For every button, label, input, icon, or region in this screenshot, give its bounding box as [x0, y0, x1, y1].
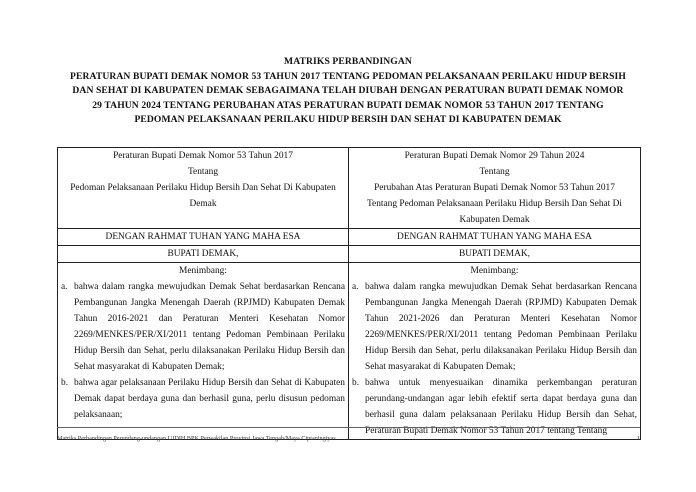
item-letter: a. — [352, 282, 359, 292]
comparison-matrix-table — [57, 147, 641, 440]
right-menimbang-cell — [349, 263, 641, 440]
document-subtitle-line-2: DAN SEHAT DI KABUPATEN DEMAK SEBAGAIMANA TELAH DIUBAH DENGAN PERATURAN BUPATI DEMAK NOMOR — [72, 85, 624, 97]
left-tentang-label: Tentang — [187, 167, 219, 177]
table-row — [58, 229, 641, 246]
table-row — [58, 246, 641, 263]
right-subject-line-1: Perubahan Atas Peraturan Bupati Demak Nomor 53 Tahun 2017 — [374, 183, 615, 193]
document-subtitle-line-4: PEDOMAN PELAKSANAAN PERILAKU HIDUP BERSIH DAN SEHAT DI KABUPATEN DEMAK — [134, 114, 562, 126]
item-text: bahwa dalam rangka mewujudkan Demak Sehat berdasarkan Rencana Pembangunan Jangka Menengah Daerah (RPJMD) Kabupaten Demak Tahun 2016-2021 dan Peraturan Menteri Kesehatan Nomor 2269/MENKES/PER/XI/2011 tentang Pedoman Pembinaan Perilaku Hidup Bersih dan Sehat, perlu dilaksanakan Perilaku Hidup Bersih dan Sehat masyarakat di Kabupaten Demak; — [74, 282, 345, 372]
item-text: bahwa untuk menyesuaikan dinamika perkembangan peraturan perundang-undangan agar lebih efektif serta dapat berdaya guna dan berhasil guna dalam pelaksanaan Perilaku Hidup Bersih dan Sehat, Peraturan Bupati Demak Nomor 53 Tahun 2017 tentang Tentang — [365, 378, 637, 436]
page-number: 1 — [636, 435, 640, 442]
left-bupati-cell: BUPATI DEMAK, — [58, 246, 349, 263]
footer-text: Matriks Perbandingan Perundang-undangan UJDIH BPK Perwakilan Provinsi Jawa Tengah/Maya Ciptaningtyas — [57, 435, 336, 442]
right-tentang-label: Tentang — [479, 167, 510, 177]
left-menimbang-label: Menimbang: — [179, 266, 227, 276]
list-item — [352, 375, 637, 439]
right-regulation-title-cell — [349, 148, 641, 229]
list-item — [61, 375, 345, 423]
page-footer — [57, 435, 640, 442]
left-regulation-title: Peraturan Bupati Demak Nomor 53 Tahun 2017 — [113, 151, 293, 161]
right-rahmat-cell: DENGAN RAHMAT TUHAN YANG MAHA ESA — [349, 229, 641, 246]
document-title: MATRIKS PERBANDINGAN — [284, 56, 412, 67]
right-menimbang-label: Menimbang: — [470, 266, 519, 276]
list-item — [61, 279, 345, 375]
table-row — [58, 148, 641, 229]
item-text: bahwa dalam rangka mewujudkan Demak Sehat berdasarkan Rencana Pembangunan Jangka Menengah Daerah (RPJMD) Kabupaten Demak Tahun 2021-2026 dan Peraturan Menteri Kesehatan Nomor 2269/MENKES/PER/XI/2011 tentang Pedoman Pembinaan Perilaku Hidup Bersih dan Sehat, perlu dilaksanakan Perilaku Hidup Bersih dan Sehat masyarakat di Kabupaten Demak; — [365, 282, 637, 372]
right-subject-line-2: Tentang Pedoman Pelaksanaan Perilaku Hidup Bersih Dan Sehat Di — [366, 199, 622, 209]
item-text: bahwa agar pelaksanaan Perilaku Hidup Bersih dan Sehat di Kabupaten Demak dapat berdaya guna dan berhasil guna, perlu disusun pedoman pelaksanaan; — [74, 378, 345, 420]
item-letter: a. — [61, 282, 68, 292]
right-regulation-title: Peraturan Bupati Demak Nomor 29 Tahun 2024 — [404, 151, 585, 161]
left-menimbang-cell — [58, 263, 349, 440]
footer-divider — [57, 427, 640, 428]
document-subtitle-line-3: 29 TAHUN 2024 TENTANG PERUBAHAN ATAS PERATURAN BUPATI DEMAK NOMOR 53 TAHUN 2017 TENTANG — [92, 99, 604, 111]
list-item — [352, 279, 637, 375]
right-bupati-cell: BUPATI DEMAK, — [349, 246, 641, 263]
item-letter: b. — [61, 378, 69, 388]
right-subject-line-3: Kabupaten Demak — [459, 215, 530, 225]
document-subtitle-line-1: PERATURAN BUPATI DEMAK NOMOR 53 TAHUN 2017 TENTANG PEDOMAN PELAKSANAAN PERILAKU HIDUP BERSIH — [70, 70, 626, 82]
left-subject-line-2: Demak — [189, 199, 217, 209]
item-letter: b. — [352, 378, 360, 388]
left-rahmat-cell: DENGAN RAHMAT TUHAN YANG MAHA ESA — [58, 229, 349, 246]
left-regulation-title-cell — [58, 148, 349, 229]
table-row — [58, 263, 641, 440]
left-subject-line-1: Pedoman Pelaksanaan Perilaku Hidup Bersih Dan Sehat Di Kabupaten — [70, 183, 336, 193]
document-header — [40, 55, 656, 128]
